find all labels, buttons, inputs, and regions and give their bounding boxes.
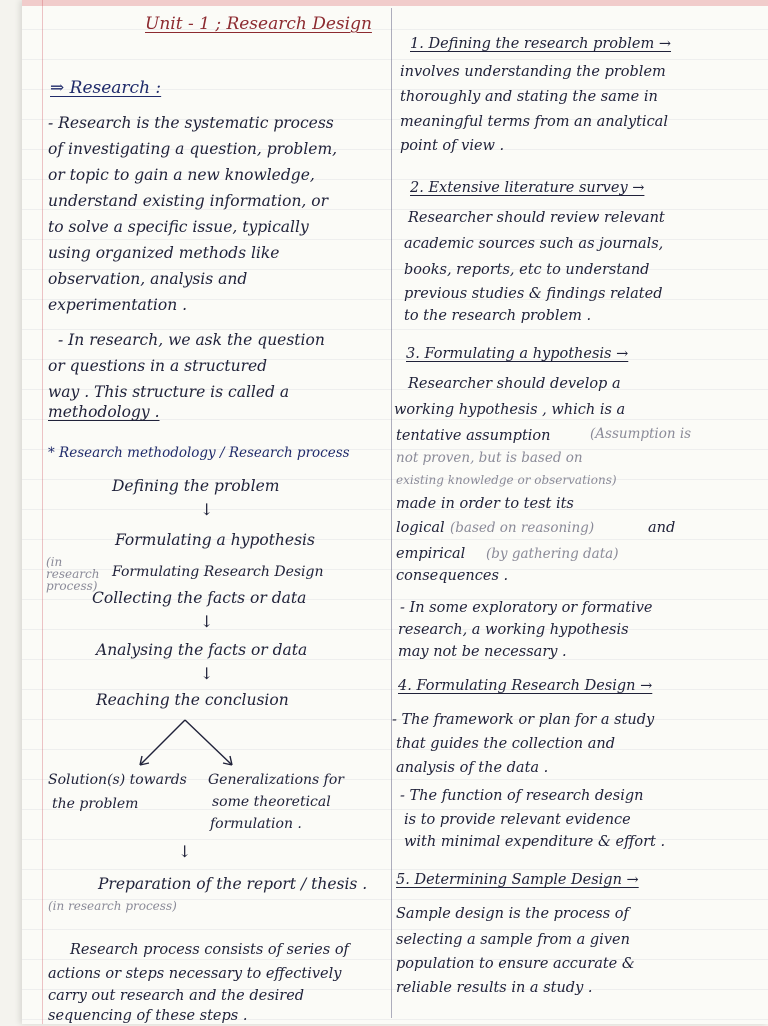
section-heading: 4. Formulating Research Design → xyxy=(398,678,653,694)
text-line: that guides the collection and xyxy=(396,736,616,752)
text-line: - The function of research design xyxy=(400,788,644,804)
text-line: tentative assumption xyxy=(396,428,551,444)
text-line: may not be necessary . xyxy=(398,644,567,660)
text-line: carry out research and the desired xyxy=(48,988,305,1004)
section-heading: 2. Extensive literature survey → xyxy=(410,180,645,196)
flow-report-note: (in research process) xyxy=(48,899,177,913)
branch-solution-line: the problem xyxy=(52,796,139,812)
text-line: thoroughly and stating the same in xyxy=(400,89,658,105)
section-heading: 1. Defining the research problem → xyxy=(410,36,672,52)
text-line: to the research problem . xyxy=(404,308,592,324)
text-line: - The framework or plan for a study xyxy=(392,712,655,728)
section-heading: 3. Formulating a hypothesis → xyxy=(406,346,629,362)
page-title: Unit - 1 ; Research Design xyxy=(145,14,372,34)
text-line: population to ensure accurate & xyxy=(396,956,635,972)
text-line: made in order to test its xyxy=(396,496,574,512)
text-line: research, a working hypothesis xyxy=(398,622,629,638)
branch-generalization-line: some theoretical xyxy=(212,794,331,810)
aside-gathering: (by gathering data) xyxy=(486,546,619,562)
flow-step-defining: Defining the problem xyxy=(112,477,280,495)
text-line: observation, analysis and xyxy=(48,270,248,288)
aside-reasoning: (based on reasoning) xyxy=(450,520,595,536)
text-line: understand existing information, or xyxy=(48,192,329,210)
text-line: sequencing of these steps . xyxy=(48,1008,248,1024)
text-line: of investigating a question, problem, xyxy=(48,140,338,158)
branch-solution-line: Solution(s) towards xyxy=(48,772,187,788)
text-line: using organized methods like xyxy=(48,244,280,262)
branch-generalization-line: Generalizations for xyxy=(208,772,344,788)
aside-line: not proven, but is based on xyxy=(396,450,583,466)
flow-step-conclusion: Reaching the conclusion xyxy=(96,691,289,709)
text-line: selecting a sample from a given xyxy=(396,932,630,948)
flow-step-analysing: Analysing the facts or data xyxy=(96,641,308,659)
text-empirical: empirical xyxy=(396,546,466,562)
text-line: consequences . xyxy=(396,568,509,584)
methodology-heading: * Research methodology / Research process xyxy=(48,445,350,461)
text-line: - In some exploratory or formative xyxy=(400,600,653,616)
text-line: or questions in a structured xyxy=(48,357,268,375)
flow-step-design: Formulating Research Design xyxy=(112,564,324,580)
text-line: academic sources such as journals, xyxy=(404,236,664,252)
text-line: Research process consists of series of xyxy=(70,942,349,958)
text-line: books, reports, etc to understand xyxy=(404,262,650,278)
page-top-edge xyxy=(22,0,768,6)
text-line: previous studies & findings related xyxy=(404,286,663,302)
text-line: reliable results in a study . xyxy=(396,980,593,996)
text-line: involves understanding the problem xyxy=(400,64,666,80)
text-logical: logical xyxy=(396,520,445,536)
flow-step-hypothesis: Formulating a hypothesis xyxy=(115,531,315,549)
text-line: to solve a specific issue, typically xyxy=(48,218,309,236)
aside-line: existing knowledge or observations) xyxy=(396,473,617,487)
arrow-down-icon: ↓ xyxy=(178,842,192,861)
research-heading: ⇒ Research : xyxy=(50,78,162,98)
methodology-term: methodology . xyxy=(48,403,160,421)
text-line: Researcher should review relevant xyxy=(408,210,665,226)
section-heading: 5. Determining Sample Design → xyxy=(396,872,639,888)
text-line: is to provide relevant evidence xyxy=(404,812,631,828)
text-line: experimentation . xyxy=(48,296,188,314)
text-line: actions or steps necessary to effectively xyxy=(48,966,342,982)
flow-step-report: Preparation of the report / thesis . xyxy=(98,875,368,893)
aside-line: (Assumption is xyxy=(590,426,692,442)
text-line: or topic to gain a new knowledge, xyxy=(48,166,315,184)
text-line: Sample design is the process of xyxy=(396,906,629,922)
flow-side-note: (in research process) xyxy=(46,555,100,593)
column-divider xyxy=(391,8,392,1018)
text-line: point of view . xyxy=(400,138,505,154)
text-line: way . This structure is called a xyxy=(48,383,290,401)
text-and: and xyxy=(648,520,676,536)
text-line: - In research, we ask the question xyxy=(58,331,325,349)
margin-line xyxy=(42,0,43,1024)
arrow-down-icon: ↓ xyxy=(200,612,214,631)
text-line: Researcher should develop a xyxy=(408,376,621,392)
text-line: with minimal expenditure & effort . xyxy=(404,834,666,850)
flow-step-collecting: Collecting the facts or data xyxy=(92,589,307,607)
arrow-down-icon: ↓ xyxy=(200,664,214,683)
branch-generalization-line: formulation . xyxy=(210,816,302,832)
text-line: analysis of the data . xyxy=(396,760,549,776)
text-line: working hypothesis , which is a xyxy=(394,402,626,418)
text-line: - Research is the systematic process xyxy=(48,114,334,132)
arrow-down-icon: ↓ xyxy=(200,500,214,519)
text-line: meaningful terms from an analytical xyxy=(400,114,668,130)
